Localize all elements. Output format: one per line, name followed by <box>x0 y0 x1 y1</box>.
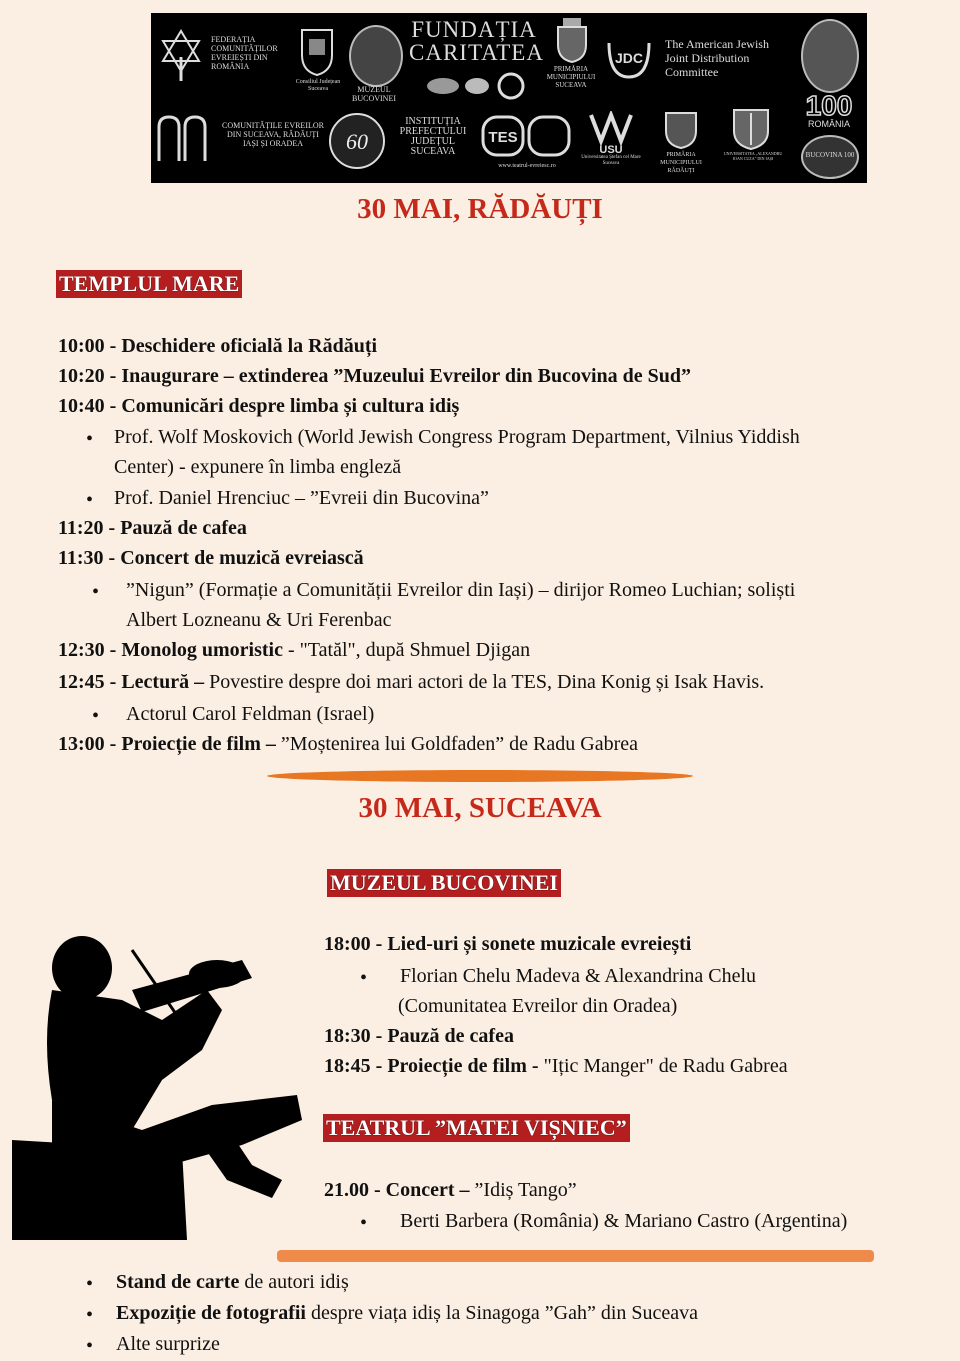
bucovina-100-text: BUCOVINA 100 <box>805 151 855 159</box>
schedule-row <box>58 546 364 570</box>
schedule-row <box>324 1054 788 1078</box>
comunitatile-logo-text: COMUNITĂȚILE EVREILOR DIN SUCEAVA, RĂDĂUȚI IAȘI ȘI ORADEA <box>222 121 324 148</box>
jdc-logo-text: The American Jewish Joint Distribution Committee <box>665 37 769 79</box>
event-title: Concert – <box>385 1179 470 1201</box>
event-title: Comunicări despre limba și cultura idiș <box>121 395 460 417</box>
fundatia-line1: FUNDAȚIA <box>411 17 537 42</box>
bullet-icon: • <box>86 1304 94 1326</box>
event-title: Pauză de cafea <box>387 1025 514 1047</box>
time: 18:45 - <box>324 1055 383 1077</box>
extra-item <box>116 1329 220 1359</box>
sponsor-logo-banner <box>151 13 867 183</box>
time: 10:00 - <box>58 335 117 357</box>
jdc-logo-icon <box>605 33 653 81</box>
extra-item <box>116 1267 349 1297</box>
seal-icon <box>801 19 859 93</box>
event-detail: Povestire despre doi mari actori de la TES, Dina Konig și Isak Havis. <box>204 671 765 693</box>
bullet-icon: • <box>92 705 100 727</box>
federatia-logo-icon <box>155 27 207 83</box>
consiliul-crest-icon <box>299 27 335 77</box>
event-title: Inaugurare – extinderea ”Muzeului Evreilor din Bucovina de Sud” <box>121 365 692 387</box>
primaria-radauti-logo-text: PRIMĂRIA MUNICIPIULUI RĂDĂUȚI <box>660 152 702 174</box>
time: 18:00 - <box>324 933 383 955</box>
event-title: Pauză de cafea <box>120 517 247 539</box>
muzeul-logo-text: MUZEUL BUCOVINEI <box>352 85 396 103</box>
bullet-nigun-line2: Albert Lozneanu & Uri Ferenbac <box>126 609 392 631</box>
event-detail: ”Moștenirea lui Goldfaden” de Radu Gabrea <box>275 733 638 755</box>
day1-venue: TEMPLUL MARE <box>56 270 242 298</box>
event-title: Lied-uri și sonete muzicale evreiești <box>387 933 692 955</box>
event-detail: - "Tatăl", după Shmuel Djigan <box>282 639 531 661</box>
section-divider <box>267 770 693 782</box>
schedule-row <box>58 516 247 540</box>
universitatea-iasi-crest-icon <box>731 107 771 151</box>
federatia-logo-text: FEDERAȚIA COMUNITĂȚILOR EVREIEȘTI DIN ROMÂNIA <box>211 35 278 71</box>
schedule-row <box>58 732 638 756</box>
time: 12:30 - <box>58 639 117 661</box>
primaria-suceava-crest-icon <box>555 17 589 63</box>
event-title: Lectură – <box>121 671 205 693</box>
bullet-icon: • <box>86 1335 94 1357</box>
schedule-row <box>58 638 530 662</box>
svg-text:TES: TES <box>488 129 518 146</box>
bullet-icon: • <box>86 1273 94 1295</box>
bullet-chelu-line1: Florian Chelu Madeva & Alexandrina Chelu <box>400 965 757 987</box>
event-title: Proiecție de film - <box>387 1055 539 1077</box>
day2-venue-theatre: TEATRUL ”MATEI VIȘNIEC” <box>323 1114 630 1142</box>
bullet-icon: • <box>360 1212 368 1234</box>
usv-logo-text: Universitatea Ștefan cel Mare Suceava <box>581 155 641 166</box>
day1-title: 30 MAI, RĂDĂUȚI <box>357 193 603 225</box>
svg-text:60: 60 <box>346 129 368 154</box>
time: 21.00 - <box>324 1179 381 1201</box>
section-divider <box>277 1250 874 1262</box>
bullet-icon: • <box>86 489 94 511</box>
schedule-row <box>324 1178 577 1202</box>
time: 18:30 - <box>324 1025 383 1047</box>
bullet-icon: • <box>92 581 100 603</box>
time: 13:00 - <box>58 733 117 755</box>
muzeul-bison-icon <box>349 25 403 87</box>
schedule-row <box>58 670 764 694</box>
sixty-years-icon <box>327 111 387 171</box>
schedule-row <box>58 364 691 388</box>
bullet-icon: • <box>86 428 94 450</box>
extra-rest: de autori idiș <box>239 1271 349 1293</box>
event-title: Monolog umoristic <box>121 639 283 661</box>
caritatea-emblems-icon <box>423 71 527 101</box>
violinist-silhouette-icon <box>12 930 312 1240</box>
extra-rest: despre viața idiș la Sinagoga ”Gah” din Suceava <box>305 1302 699 1324</box>
institutia-logo-text: INSTITUȚIA PREFECTULUI JUDEȚUL SUCEAVA <box>399 116 467 157</box>
time: 12:45 - <box>58 671 117 693</box>
event-title: Concert de muzică evreiască <box>120 547 364 569</box>
bullet-icon: • <box>360 967 368 989</box>
event-title: Deschidere oficială la Rădăuți <box>121 335 378 357</box>
primaria-radauti-crest-icon <box>663 109 699 149</box>
schedule-row <box>58 334 377 358</box>
svg-text:JDC: JDC <box>614 50 644 66</box>
bullet-nigun-line1: ”Nigun” (Formație a Comunității Evreilor din Iași) – dirijor Romeo Luchian; soliști <box>126 579 796 601</box>
fundatia-line2: CARITATEA <box>409 40 544 65</box>
bullet-tango: Berti Barbera (România) & Mariano Castro (Argentina) <box>400 1210 848 1232</box>
bucovina-100-badge <box>801 135 859 179</box>
usv-logo-icon <box>589 111 633 155</box>
extra-rest: Alte surprize <box>116 1333 220 1355</box>
universitatea-iasi-logo-text: UNIVERSITATEA „ALEXANDRU IOAN CUZA” DIN IAȘI <box>723 151 783 161</box>
bullet-hrenciuc: Prof. Daniel Hrenciuc – ”Evreii din Bucovina” <box>114 487 489 509</box>
day2-title: 30 MAI, SUCEAVA <box>358 792 602 824</box>
svg-text:100: 100 <box>805 90 853 119</box>
time: 10:40 - <box>58 395 117 417</box>
tes-theatre-icon <box>481 113 573 159</box>
svg-text:USU: USU <box>599 144 623 155</box>
event-detail: ”Idiș Tango” <box>469 1179 577 1201</box>
extra-bold: Stand de carte <box>116 1271 240 1293</box>
time: 10:20 - <box>58 365 117 387</box>
event-detail: "Ițic Manger" de Radu Gabrea <box>538 1055 788 1077</box>
comunitatile-menorah-icon <box>155 113 215 163</box>
bullet-moskovich-line1: Prof. Wolf Moskovich (World Jewish Congress Program Department, Vilnius Yiddish <box>114 426 800 448</box>
schedule-row <box>58 394 459 418</box>
extra-item <box>116 1298 698 1328</box>
primaria-suceava-logo-text: PRIMĂRIA MUNICIPIULUI SUCEAVA <box>546 65 596 89</box>
schedule-row <box>324 1024 514 1048</box>
extra-bold: Expoziție de fotografii <box>116 1302 306 1324</box>
schedule-row <box>324 932 691 956</box>
tes-url-text: www.teatrul-evreiesc.ro <box>498 163 556 169</box>
bullet-feldman: Actorul Carol Feldman (Israel) <box>126 703 375 725</box>
day2-venue-museum: MUZEUL BUCOVINEI <box>327 869 561 897</box>
time: 11:20 - <box>58 517 116 539</box>
bullet-chelu-line2: (Comunitatea Evreilor din Oradea) <box>398 995 678 1017</box>
consiliul-logo-text: Consiliul Județean Suceava <box>295 79 341 92</box>
bullet-moskovich-line2: Center) - expunere în limba engleză <box>114 456 402 478</box>
time: 11:30 - <box>58 547 116 569</box>
event-title: Proiecție de film – <box>121 733 276 755</box>
romania-100-icon <box>799 89 859 119</box>
romania-100-text: ROMÂNIA <box>807 119 850 129</box>
